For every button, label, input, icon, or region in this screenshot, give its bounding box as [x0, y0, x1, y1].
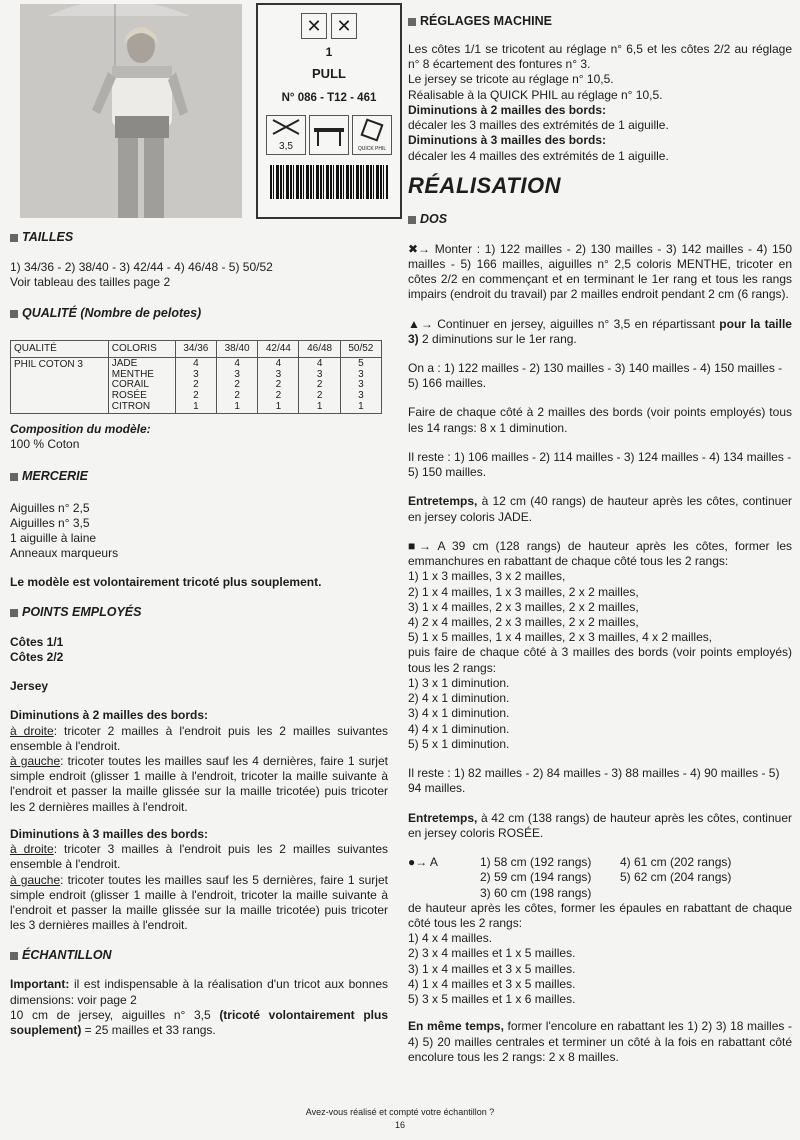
quick-phil-icon: [352, 115, 392, 155]
echantillon-important: Important: il est indispensable à la réalisation d'un tricot aux bonnes dimensions: voir page 2: [10, 977, 388, 1007]
color-name: JADE: [111, 358, 138, 370]
reglage-line: Le jersey se tricote au réglage n° 10,5.: [408, 72, 614, 87]
pattern-ref: N° 086 - T12 - 461: [281, 91, 377, 104]
tailles-heading: TAILLES: [22, 230, 74, 244]
reglage-line: Réalisable à la QUICK PHIL au réglage n° 10,5.: [408, 87, 663, 102]
table-header: 50/52: [340, 341, 381, 358]
list-item: 4) 2 x 4 mailles, 2 x 3 mailles, 2 x 2 mailles,: [408, 615, 639, 630]
size-column: 5 3 3 3 1: [340, 358, 381, 414]
table-header: QUALITÉ: [11, 341, 109, 358]
stitch-jersey: Jersey: [10, 679, 49, 694]
reglage-d3-title: Diminutions à 3 mailles des bords:: [408, 133, 607, 148]
list-item: 2) 4 x 1 diminution.: [408, 691, 510, 706]
dos-step-1: ✖→ Monter : 1) 122 mailles - 2) 130 mailles - 3) 142 mailles - 4) 150 mailles - 5) 166 mailles, aiguilles n° 2,5 coloris MENTHE, tricoter en côtes 2/2 en commençant et en terminant le 1er rang et tous les rangs impairs (endroit du travail) par 2 mailles endroit pendant 2 cm (6 rangs).: [408, 241, 792, 302]
table-header: 38/40: [216, 341, 257, 358]
reglages-block: [408, 42, 792, 164]
barcode: [270, 165, 388, 199]
dos-step-7: ■→ A 39 cm (128 rangs) de hauteur après les côtes, former les emmanchures en rabattant de chaque côté tous les 2 rangs:: [408, 538, 793, 569]
size-column: 4 3 2 2 1: [175, 358, 216, 414]
table-row: [11, 358, 382, 414]
footer-question: Avez-vous réalisé et compté votre échantillon ?: [305, 1107, 495, 1117]
reglage-d2: décaler les 3 mailles des extrémités de 1 aiguille.: [408, 118, 669, 133]
dos-step-4: Faire de chaque côté à 2 mailles des bords (voir points employés) tous les 14 rangs: 8 x 1 diminution.: [408, 405, 792, 435]
list-item: 3) 4 x 1 diminution.: [408, 706, 510, 721]
reglage-d3: décaler les 4 mailles des extrémités de 1 aiguille.: [408, 148, 669, 163]
difficulty-indicators: [258, 13, 400, 39]
table-header: 46/48: [299, 341, 340, 358]
list-item: 4) 4 x 1 diminution.: [408, 721, 510, 736]
list-item: 2) 59 cm (194 rangs): [480, 870, 592, 885]
size-column: 4 3 2 2 1: [299, 358, 340, 414]
section-reglages: [408, 14, 792, 30]
section-tailles: [10, 230, 388, 246]
qualite-heading: QUALITÉ (Nombre de pelotes): [22, 306, 202, 321]
dos-step-5: Il reste : 1) 106 mailles - 2) 114 mailles - 3) 124 mailles - 4) 134 mailles - 5) 150 mailles.: [408, 449, 792, 480]
list-item: 4) 61 cm (202 rangs): [620, 855, 732, 870]
dos-step-10: de hauteur après les côtes, former les épaules en rabattant de chaque côté tous les 2 rangs:: [408, 900, 792, 930]
list-item: 5) 3 x 5 mailles et 1 x 6 mailles.: [408, 992, 576, 1007]
list-item: 5) 62 cm (204 rangs): [620, 870, 732, 885]
list-item: 4) 1 x 4 mailles et 3 x 5 mailles.: [408, 976, 576, 991]
dim2-title: Diminutions à 2 mailles des bords:: [10, 708, 209, 723]
souple-note: Le modèle est volontairement tricoté plus souplement.: [10, 575, 322, 590]
echantillon-heading: ÉCHANTILLON: [22, 947, 112, 962]
yarn-name: PHIL COTON 3: [11, 358, 109, 414]
list-item: 1 aiguille à laine: [10, 531, 97, 545]
list-item: 5) 5 x 1 diminution.: [408, 736, 510, 751]
needles-icon: ✕: [331, 13, 357, 39]
list-item: 3) 1 x 4 mailles, 2 x 3 mailles, 2 x 2 mailles,: [408, 599, 639, 614]
section-points: [10, 605, 388, 621]
list-item: 5) 1 x 5 mailles, 1 x 4 mailles, 2 x 3 mailles, 4 x 2 mailles,: [408, 630, 713, 645]
right-column: [408, 14, 792, 1065]
heights-col-b: [620, 855, 760, 901]
section-echantillon: [10, 948, 388, 964]
list-item: 1) 3 x 1 diminution.: [408, 675, 510, 690]
dos-step-7-then: puis faire de chaque côté à 3 mailles des bords (voir points employés) tous les 2 rangs:: [408, 645, 792, 675]
composition-value: 100 % Coton: [10, 437, 80, 452]
list-item: 2) 1 x 4 mailles, 1 x 3 mailles, 2 x 2 mailles,: [408, 584, 639, 599]
section-dos: [408, 212, 792, 228]
sizes-note: Voir tableau des tailles page 2: [10, 275, 171, 290]
color-name: CORAIL: [111, 379, 149, 391]
needle-size-label: 3,5: [279, 140, 293, 152]
dos-step-3: On a : 1) 122 mailles - 2) 130 mailles - 3) 140 mailles - 4) 150 mailles - 5) 166 mailles.: [408, 360, 783, 391]
dim2-gauche: à gauche: tricoter toutes les mailles sauf les 4 dernières, faire 1 surjet simple endroit (glisser 1 maille à l'endroit, tricoter la maille suivante à l'endroit et passer la maille glissée sur la maille tricotée) puis tricoter les 2 dernières mailles à l'endroit.: [10, 753, 388, 814]
list-item: 3) 60 cm (198 rangs): [480, 885, 592, 900]
knitting-needles-icon: [267, 116, 305, 138]
quick-phil-machine-icon: [353, 116, 391, 144]
dim2-droite: à droite: tricoter 2 mailles à l'endroit puis les 2 mailles suivantes ensemble à l'endroit.: [10, 723, 388, 753]
size-column: 4 3 2 2 1: [258, 358, 299, 414]
list-item: Aiguilles n° 3,5: [10, 515, 90, 530]
table-header: COLORIS: [108, 341, 175, 358]
dos-step-9: Entretemps, à 42 cm (138 rangs) de hauteur après les côtes, continuer en jersey coloris ROSÉE.: [408, 810, 792, 840]
dos-step-11: En même temps, former l'encolure en rabattant les 1) 2) 3) 18 mailles - 4) 5) 20 mailles centrales et terminer un côté à la fois en rabattant côté encolure tous les 2 rangs: 2 x 8 mailles.: [408, 1019, 792, 1064]
reglage-line: Les côtes 1/1 se tricotent au réglage n° 6,5 et les côtes 2/2 au réglage n° 8 écartement des fontures n° 3.: [408, 41, 792, 72]
table-header-row: [11, 341, 382, 358]
list-item: 3) 1 x 4 mailles et 3 x 5 mailles.: [408, 961, 576, 976]
pattern-name: PULL: [312, 66, 346, 82]
dos-step-10-heights: [408, 855, 792, 901]
dos-step-6: Entretemps, à 12 cm (40 rangs) de hauteur après les côtes, continuer en jersey coloris JADE.: [408, 494, 792, 524]
color-name: ROSÉE: [111, 390, 147, 401]
dos-step-2: ▲→ Continuer en jersey, aiguilles n° 3,5 en répartissant pour la taille 3) 2 diminutions sur le 1er rang.: [408, 316, 792, 346]
reglages-heading: RÉGLAGES MACHINE: [420, 14, 552, 28]
list-item: Aiguilles n° 2,5: [10, 500, 90, 515]
model-illustration: [20, 4, 242, 218]
pattern-number: 1: [325, 45, 333, 59]
dim3-title: Diminutions à 3 mailles des bords:: [10, 826, 209, 841]
sizes-line: 1) 34/36 - 2) 38/40 - 3) 42/44 - 4) 46/48 - 5) 50/52: [10, 259, 273, 274]
echantillon-gauge: 10 cm de jersey, aiguilles n° 3,5 (tricoté volontairement plus souplement) = 25 mailles et 33 rangs.: [10, 1007, 388, 1038]
dim3-droite: à droite: tricoter 3 mailles à l'endroit puis les 2 mailles suivantes ensemble à l'endroit.: [10, 842, 388, 872]
section-qualite: [10, 306, 388, 322]
knitting-machine-icon: [310, 116, 348, 154]
step-symbol: ●→ A: [408, 855, 438, 870]
yarn-quantity-table: [10, 340, 382, 414]
pattern-reference-card: [256, 3, 402, 219]
composition-title: Composition du modèle:: [10, 422, 151, 437]
page-number: 16: [394, 1120, 405, 1130]
list-item: 2) 3 x 4 mailles et 1 x 5 mailles.: [408, 946, 576, 961]
list-item: 1) 4 x 4 mailles.: [408, 931, 493, 946]
needles-icon: ✕: [301, 13, 327, 39]
dim3-gauche: à gauche: tricoter toutes les mailles sauf les 5 dernières, faire 1 surjet simple endroit (glisser 1 maille à l'endroit, tricoter la maille suivante à l'endroit et passer la maille glissée sur la maille tricotée) puis tricoter les 3 dernières mailles à l'endroit.: [10, 872, 388, 933]
list-item: Anneaux marqueurs: [10, 546, 119, 561]
list-item: 1) 1 x 3 mailles, 3 x 2 mailles,: [408, 569, 566, 584]
section-mercerie: [10, 469, 388, 485]
stitch-cotes-2-2: Côtes 2/2: [10, 649, 64, 664]
table-header: 42/44: [258, 341, 299, 358]
reglage-d2-title: Diminutions à 2 mailles des bords:: [408, 102, 607, 117]
mercerie-heading: MERCERIE: [22, 468, 88, 483]
machine-label: QUICK PHIL: [357, 145, 387, 152]
colors-cell: [108, 358, 175, 414]
dos-step-8: Il reste : 1) 82 mailles - 2) 84 mailles - 3) 88 mailles - 4) 90 mailles - 5) 94 mailles.: [408, 766, 780, 796]
model-photo: [20, 4, 242, 218]
points-heading: POINTS EMPLOYÉS: [22, 604, 142, 619]
left-column: [10, 230, 388, 1038]
machine-icon: [309, 115, 349, 155]
stitch-cotes-1-1: Côtes 1/1: [10, 634, 64, 649]
realisation-title: RÉALISATION: [408, 172, 561, 198]
dos-heading: DOS: [420, 211, 448, 226]
color-name: MENTHE: [111, 368, 154, 380]
color-name: CITRON: [111, 400, 151, 412]
needle-size-icon: [266, 115, 306, 155]
mercerie-list: [10, 501, 388, 562]
heights-col-a: [480, 855, 620, 901]
table-header: 34/36: [175, 341, 216, 358]
list-item: 1) 58 cm (192 rangs): [480, 855, 592, 870]
size-column: 4 3 2 2 1: [216, 358, 257, 414]
